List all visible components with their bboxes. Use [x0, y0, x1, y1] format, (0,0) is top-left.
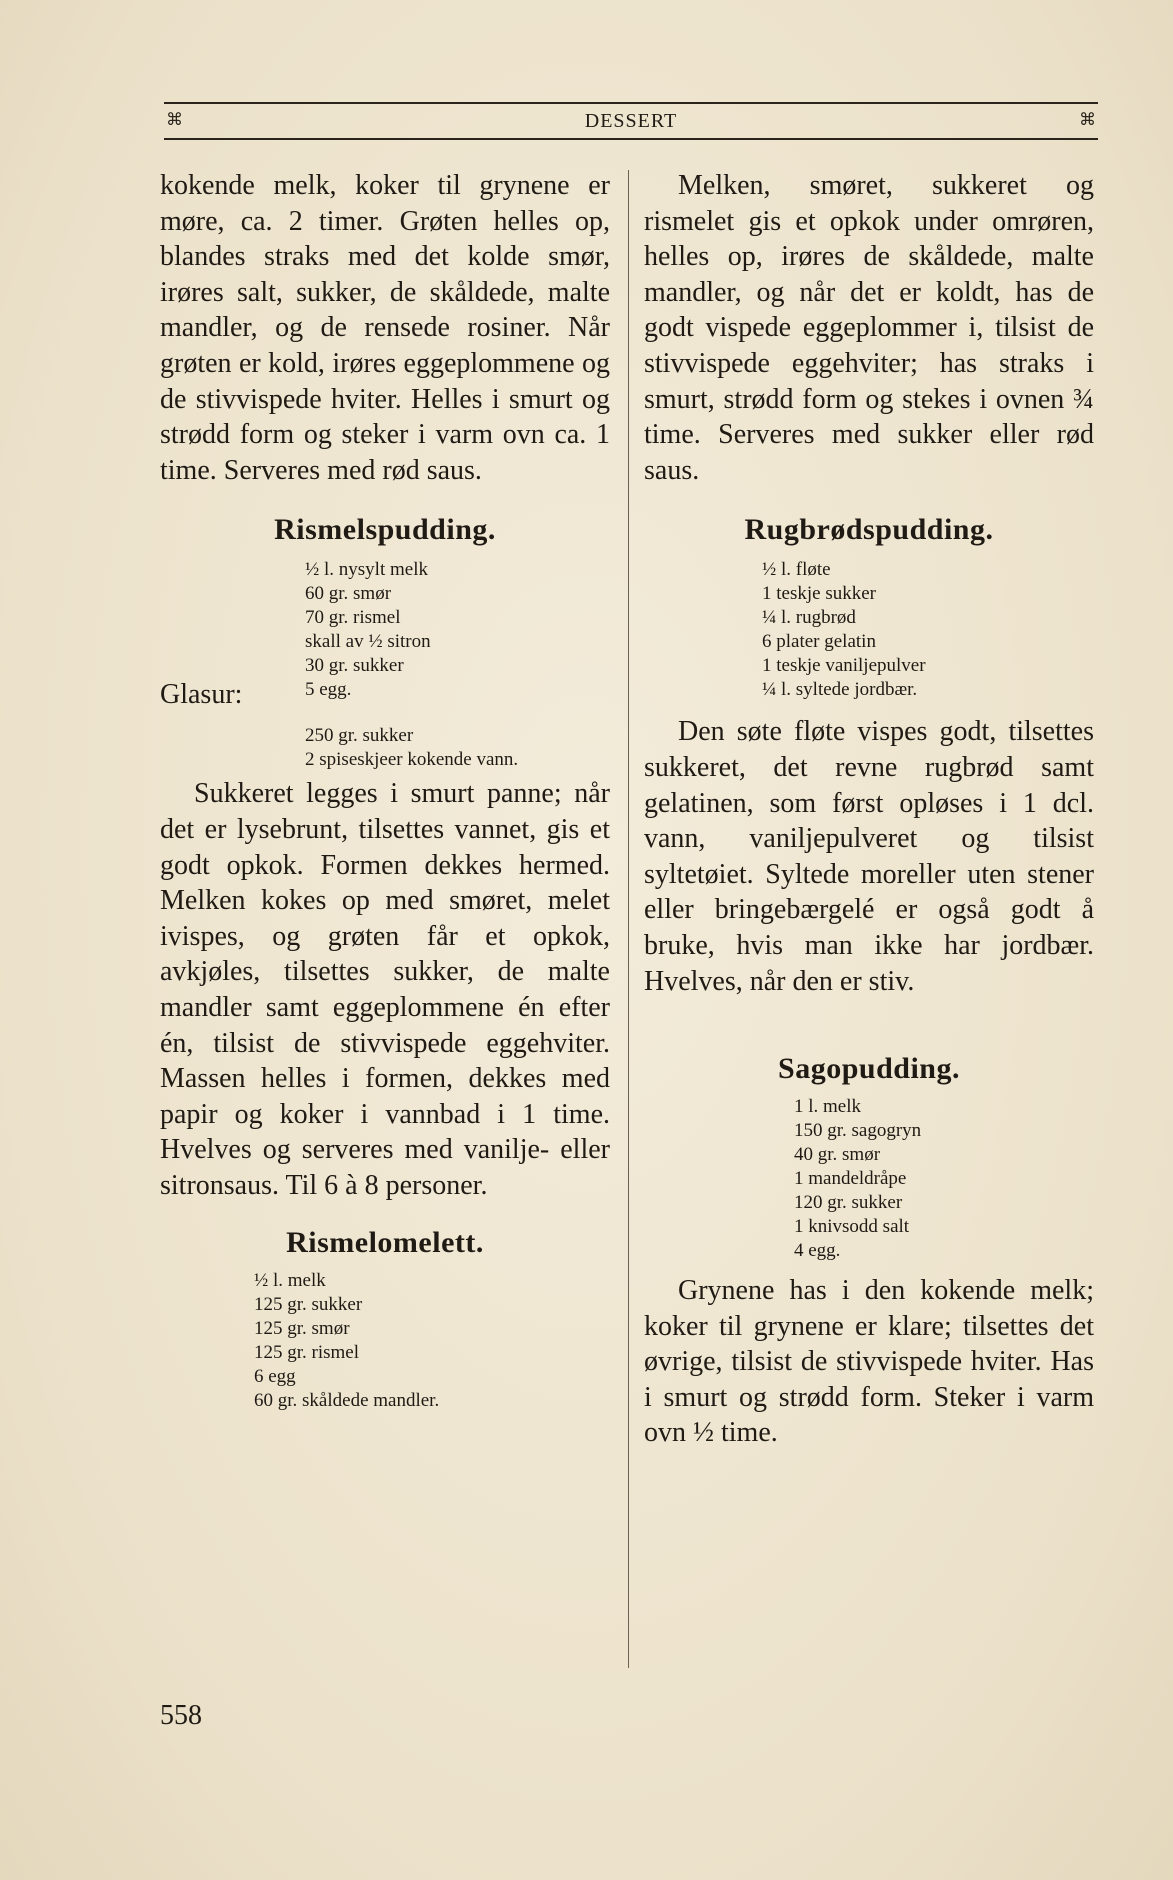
ingredient: ½ l. nysylt melk [305, 559, 428, 581]
ingredient: 125 gr. smør [254, 1318, 350, 1340]
ingredient: 1 knivsodd salt [794, 1216, 910, 1238]
ingredient: 125 gr. sukker [254, 1294, 363, 1316]
ingredient: 60 gr. skåldede mandler. [254, 1390, 440, 1412]
recipe-title-rismelomelett: Rismelomelett. [286, 1226, 484, 1260]
ingredient: 2 spiseskjeer kokende vann. [305, 749, 519, 771]
ingredient: 1 teskje sukker [762, 583, 876, 605]
ingredient: 250 gr. sukker [305, 725, 414, 747]
ingredient: 125 gr. rismel [254, 1342, 360, 1364]
ornament-icon: ⌘ [1079, 110, 1096, 129]
ingredient: 5 egg. [305, 679, 352, 701]
recipe-text-continued: Melken, smøret, sukkeret og rismelet gis et opkok under omrøren, helles op, irøres de skåldede, malte mandler, og når det er koldt, has de godt vispede eggeplommer i, tilsist de stivvispede eggehviter; has straks i smurt, strødd form og stekes i ovnen ¾ time. Serveres med sukker eller rød saus. [644, 170, 1094, 486]
continued-recipe-text: kokende melk, koker til grynene er møre, ca. 2 timer. Grøten helles op, blandes straks med det kolde smør, irøres salt, sukker, de skåldede, malte mandler, og de rensede rosiner. Når grøten er kold, irøres eggeplommene og de stivvispede hviter. Helles i smurt og strødd form og steker i varm ovn ca. 1 time. Serveres med rød saus. [160, 170, 610, 486]
glasur-label: Glasur: [160, 679, 243, 711]
ingredient: 150 gr. sagogryn [794, 1120, 922, 1142]
recipe-text-rismelspudding: Sukkeret legges i smurt panne; når det er lysebrunt, tilsettes vannet, gis et godt opkok. Formen dekkes hermed. Melken kokes op med smøret, melet ivispes, og grøten får et opkok, avkjøles, tilsettes sukker, de malte mandler samt eggeplommene én efter én, tilsist de stivvispede eggehviter. Massen helles i formen, dekkes med papir og koker i vannbad i 1 time. Hvelves og serveres med vanilje- eller sitronsaus. Til 6 à 8 personer. [160, 778, 610, 1201]
page-number: 558 [160, 1700, 202, 1731]
ingredient: 1 mandeldråpe [794, 1168, 907, 1190]
ingredient: ½ l. fløte [762, 559, 831, 581]
recipe-text-rugbrodspudding: Den søte fløte vispes godt, tilsettes sukkeret, det revne rugbrød samt gelatinen, som først opløses i 1 dcl. vann, vaniljepulveret og tilsist syltetøiet. Syltede moreller uten stener eller bringebærgelé er også godt å bruke, hvis man ikke har jordbær. Hvelves, når den er stiv. [644, 716, 1094, 997]
ingredient: 60 gr. smør [305, 583, 392, 605]
ingredient: 70 gr. rismel [305, 607, 401, 629]
ingredient: skall av ½ sitron [305, 631, 431, 653]
right-column [644, 168, 1094, 1451]
ingredient: 120 gr. sukker [794, 1192, 903, 1214]
left-column [160, 168, 610, 1413]
ingredient: ¼ l. syltede jordbær. [762, 679, 918, 701]
ingredient: 6 plater gelatin [762, 631, 876, 653]
ingredient-list-glasur [160, 724, 610, 772]
column-divider [628, 170, 629, 1668]
ingredient: ¼ l. rugbrød [762, 607, 856, 629]
ingredient: 4 egg. [794, 1240, 841, 1262]
ingredient: 40 gr. smør [794, 1144, 881, 1166]
recipe-title-sagopudding: Sagopudding. [778, 1052, 960, 1086]
recipe-text-sagopudding: Grynene has i den kokende melk; koker til grynene er klare; tilsettes det øvrige, tilsist de stivvispede hviter. Has i smurt og strødd form. Steker i varm ovn ½ time. [644, 1275, 1094, 1449]
running-header [164, 102, 1098, 140]
ingredient: 6 egg [254, 1366, 296, 1388]
ingredient: 1 l. melk [794, 1096, 862, 1118]
ingredient-list-rismelomelett [160, 1269, 610, 1413]
ingredient: 30 gr. sukker [305, 655, 404, 677]
ingredient-list-sagopudding [644, 1095, 1094, 1263]
ingredient: ½ l. melk [254, 1270, 326, 1292]
ingredient-list-rugbrodspudding [644, 558, 1094, 702]
ingredient: 1 teskje vaniljepulver [762, 655, 926, 677]
recipe-title-rismelspudding: Rismelspudding. [274, 513, 496, 547]
ornament-icon: ⌘ [166, 110, 183, 129]
section-title: DESSERT [584, 110, 678, 132]
recipe-title-rugbrodspudding: Rugbrødspudding. [744, 513, 994, 547]
